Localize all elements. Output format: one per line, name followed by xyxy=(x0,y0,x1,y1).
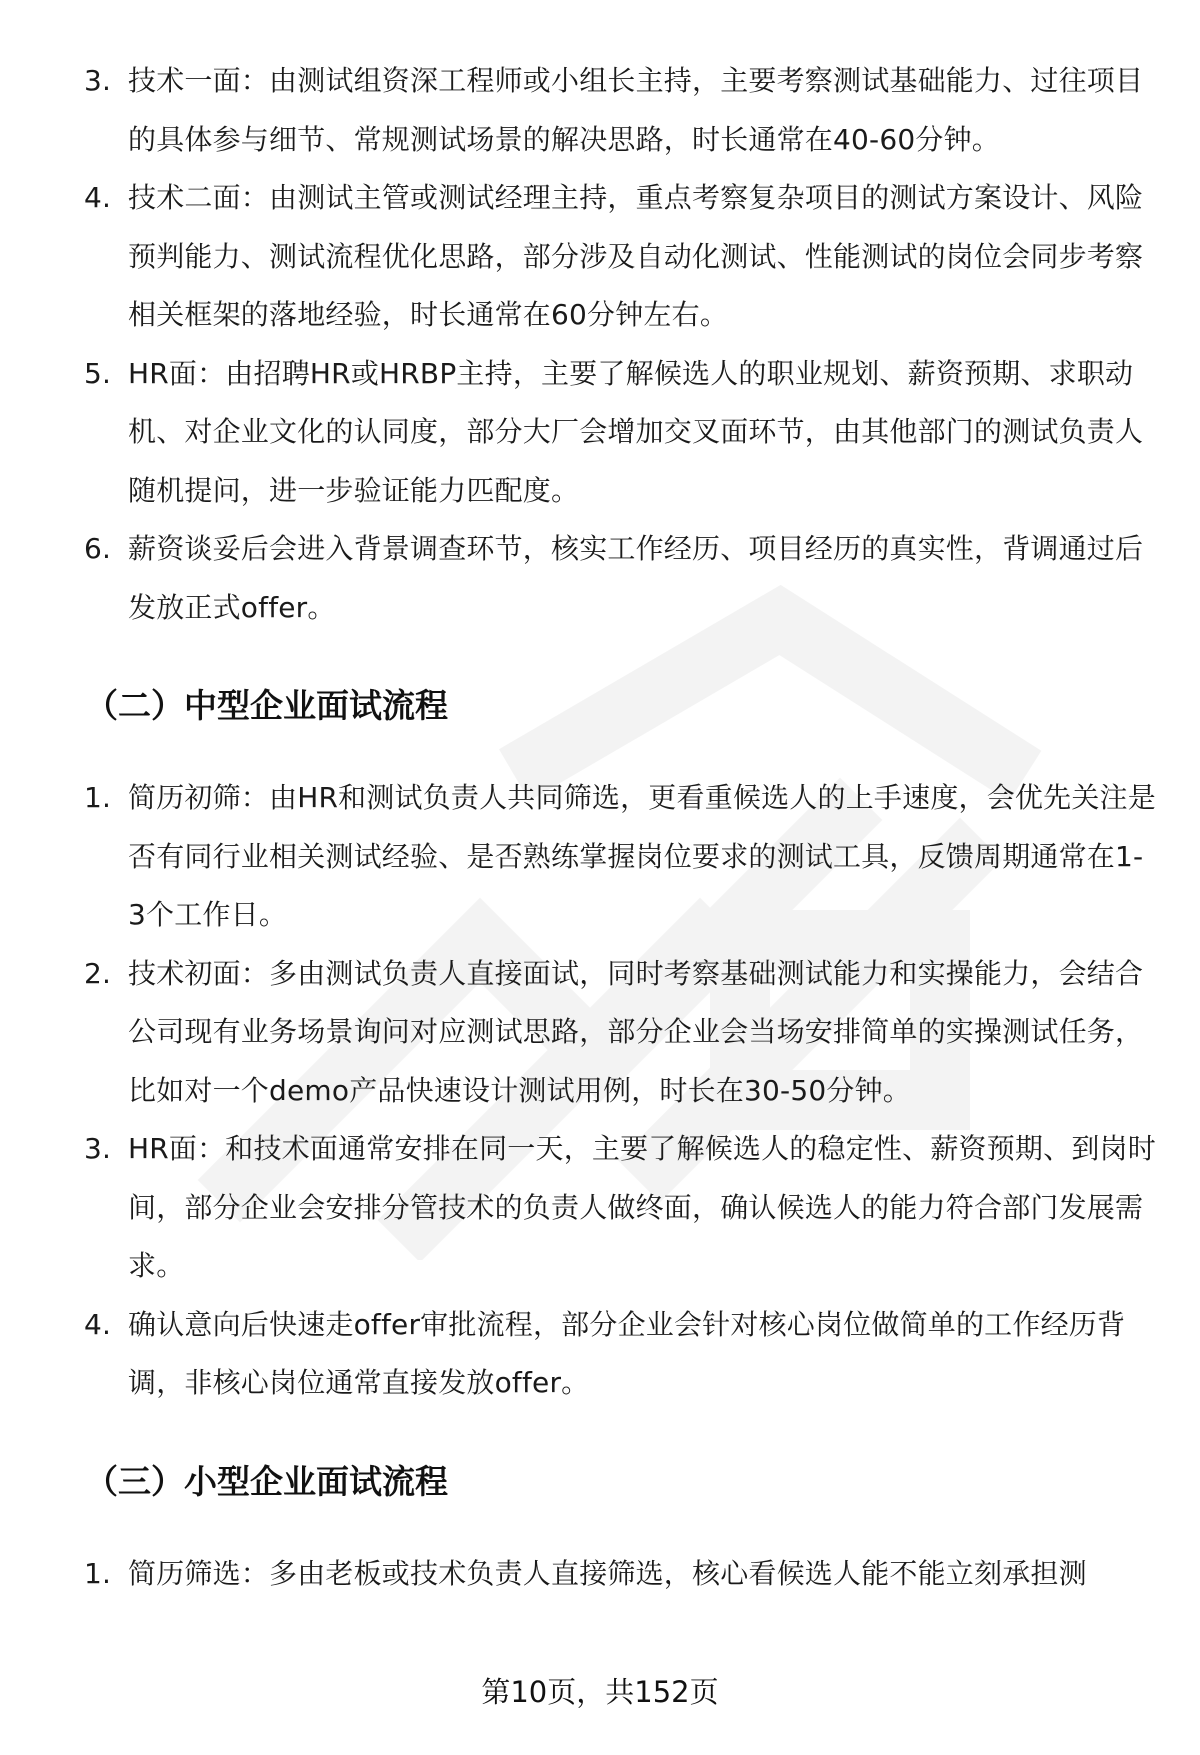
list-item-number: 5. xyxy=(84,356,112,390)
list-section-1 xyxy=(0,52,1200,637)
list-item-text: HR面：和技术面通常安排在同一天，主要了解候选人的稳定性、薪资预期、到岗时间，部分企业会安排分管技术的负责人做终面，确认候选人的能力符合部门发展需求。 xyxy=(128,1132,1156,1282)
list-section-3 xyxy=(0,1545,1200,1604)
list-item-number: 4. xyxy=(84,1307,112,1341)
list-item-number: 1. xyxy=(84,1556,112,1590)
list-item xyxy=(0,945,1200,1121)
list-item xyxy=(0,1545,1200,1604)
list-item xyxy=(0,1296,1200,1413)
list-item-number: 2. xyxy=(84,956,112,990)
list-item-text: 技术一面：由测试组资深工程师或小组长主持，主要考察测试基础能力、过往项目的具体参与细节、常规测试场景的解决思路，时长通常在40-60分钟。 xyxy=(128,64,1144,156)
list-item-text: HR面：由招聘HR或HRBP主持，主要了解候选人的职业规划、薪资预期、求职动机、对企业文化的认同度，部分大厂会增加交叉面环节，由其他部门的测试负责人随机提问，进一步验证能力匹配度。 xyxy=(128,356,1144,507)
list-item-number: 3. xyxy=(84,64,112,97)
list-item-text: 简历筛选：多由老板或技术负责人直接筛选，核心看候选人能不能立刻承担测 xyxy=(128,1556,1087,1590)
list-item-number: 1. xyxy=(84,781,112,814)
list-item xyxy=(0,1120,1200,1296)
list-item-text: 确认意向后快速走offer审批流程，部分企业会针对核心岗位做简单的工作经历背调，非核心岗位通常直接发放offer。 xyxy=(128,1307,1126,1399)
list-item xyxy=(0,345,1200,521)
list-item-number: 3. xyxy=(84,1132,112,1165)
list-item-text: 简历初筛：由HR和测试负责人共同筛选，更看重候选人的上手速度，会优先关注是否有同行业相关测试经验、是否熟练掌握岗位要求的测试工具，反馈周期通常在1-3个工作日。 xyxy=(128,781,1156,931)
list-item-text: 薪资谈妥后会进入背景调查环节，核实工作经历、项目经历的真实性，背调通过后发放正式offer。 xyxy=(128,532,1144,624)
list-item xyxy=(0,769,1200,945)
list-item-number: 4. xyxy=(84,181,112,214)
page-number-footer: 第10页，共152页 xyxy=(481,1675,719,1709)
list-item-text: 技术二面：由测试主管或测试经理主持，重点考察复杂项目的测试方案设计、风险预判能力、测试流程优化思路，部分涉及自动化测试、性能测试的岗位会同步考察相关框架的落地经验，时长通常在60分钟左右。 xyxy=(128,181,1144,331)
list-item xyxy=(0,520,1200,637)
document-body xyxy=(0,52,1200,1603)
list-item-number: 6. xyxy=(84,532,112,565)
list-item xyxy=(0,169,1200,345)
list-item-text: 技术初面：多由测试负责人直接面试，同时考察基础测试能力和实操能力，会结合公司现有业务场景询问对应测试思路，部分企业会当场安排简单的实操测试任务，比如对一个demo产品快速设计测试用例，时长在30-50分钟。 xyxy=(128,956,1144,1107)
section-heading-small-enterprise: （三）小型企业面试流程 xyxy=(85,1461,448,1501)
list-item xyxy=(0,52,1200,169)
section-heading-medium-enterprise: （二）中型企业面试流程 xyxy=(85,686,448,725)
list-section-2 xyxy=(0,769,1200,1413)
